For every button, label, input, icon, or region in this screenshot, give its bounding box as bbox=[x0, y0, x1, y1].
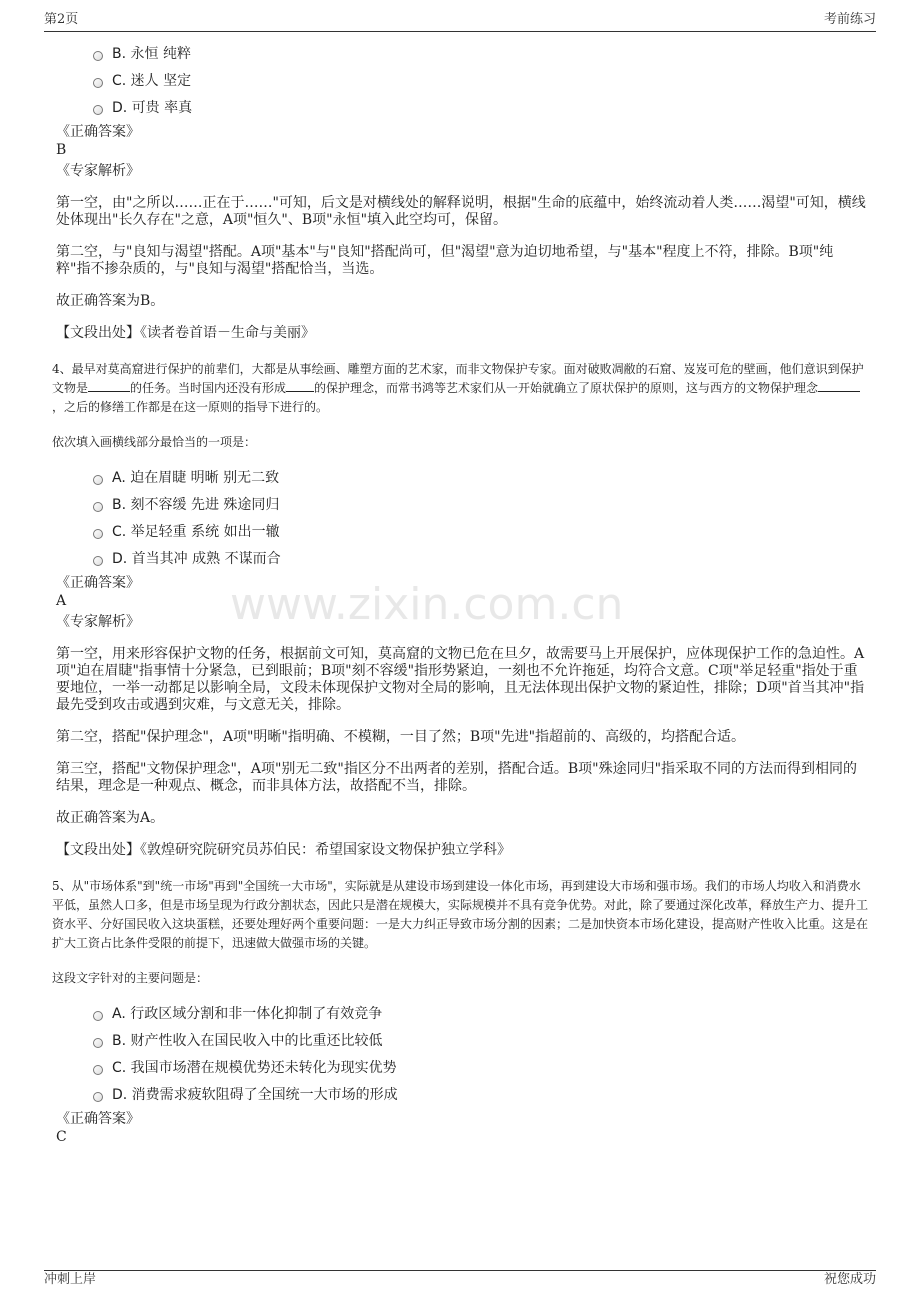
footer-right: 祝您成功 bbox=[823, 1272, 876, 1287]
radio-icon[interactable] bbox=[93, 78, 103, 88]
option-d[interactable] bbox=[93, 1081, 920, 1108]
radio-icon[interactable] bbox=[93, 1038, 103, 1048]
watermark: www.zixin.com.cn bbox=[230, 579, 624, 630]
answer-value: B bbox=[56, 142, 67, 158]
radio-icon[interactable] bbox=[93, 1092, 103, 1102]
radio-icon[interactable] bbox=[93, 556, 103, 566]
question-stem: 4、最早对莫高窟进行保护的前辈们，大都是从事绘画、雕塑方面的艺术家，而非文物保护专家。面对破败凋敝的石窟、岌岌可危的壁画，他们意识到保护文物是 的任务。当时国内还没有形成 的保护理念，而常书鸿等艺术家们从一开始就确立了原状保护的原则，这与西方的文物保护理念，之后的修缮工作都是在这一原则的指导下进行的。 bbox=[52, 362, 864, 414]
option-c[interactable] bbox=[93, 1054, 920, 1081]
option-b[interactable] bbox=[93, 1027, 920, 1054]
footer-divider bbox=[44, 1270, 876, 1271]
option-label: D. 可贵 率真 bbox=[112, 99, 193, 116]
option-label: B. 财产性收入在国民收入中的比重还比较低 bbox=[112, 1032, 383, 1049]
option-c[interactable] bbox=[93, 67, 920, 94]
analysis-paragraph: 第一空，用来形容保护文物的任务，根据前文可知，莫高窟的文物已危在旦夕，故需要马上开展保护，应体现保护工作的急迫性。A项"迫在眉睫"指事情十分紧急，已到眼前；B项"刻不容缓"指形势紧迫，一刻也不允许拖延，均符合文意。C项"举足轻重"指处于重要地位，一举一动都足以影响全局，文段未体现保护文物对全局的影响，且无法体现出保护文物的紧迫性，排除；D项"首当其冲"指最先受到攻击或遇到灾难，与文意无关，排除。 bbox=[56, 646, 865, 713]
answer-label: 《正确答案》 bbox=[56, 124, 140, 140]
option-label: C. 举足轻重 系统 如出一辙 bbox=[112, 523, 280, 540]
answer-label: 《正确答案》 bbox=[56, 575, 140, 591]
analysis-paragraph: 第一空，由"之所以……正在于……"可知，后文是对横线处的解释说明，根据"生命的底蕴中，始终流动着人类……渴望"可知，横线处体现出"长久存在"之意，A项"恒久"、B项"永恒"填入此空均可，保留。 bbox=[56, 195, 866, 228]
analysis-label: 《专家解析》 bbox=[56, 614, 140, 630]
option-d[interactable] bbox=[93, 545, 920, 572]
header-divider bbox=[44, 31, 876, 32]
radio-icon[interactable] bbox=[93, 475, 103, 485]
source-citation: 【文段出处】《敦煌研究院研究员苏伯民：希望国家设文物保护独立学科》 bbox=[56, 842, 511, 858]
question-prompt: 依次填入画横线部分最恰当的一项是： bbox=[52, 435, 257, 449]
answer-value: A bbox=[56, 593, 67, 609]
footer-left: 冲刺上岸 bbox=[44, 1272, 97, 1287]
radio-icon[interactable] bbox=[93, 1011, 103, 1021]
radio-icon[interactable] bbox=[93, 51, 103, 61]
analysis-label: 《专家解析》 bbox=[56, 163, 140, 179]
option-label: B. 刻不容缓 先进 殊途同归 bbox=[112, 496, 280, 513]
header-title: 考前练习 bbox=[823, 12, 876, 27]
radio-icon[interactable] bbox=[93, 502, 103, 512]
analysis-paragraph: 第二空，搭配"保护理念"，A项"明晰"指明确、不模糊，一目了然；B项"先进"指超前的、高级的，均搭配合适。 bbox=[56, 729, 746, 745]
option-label: D. 消费需求疲软阻碍了全国统一大市场的形成 bbox=[112, 1086, 398, 1103]
question-prompt: 这段文字针对的主要问题是： bbox=[52, 971, 209, 985]
option-a[interactable] bbox=[93, 1000, 920, 1027]
answer-value: C bbox=[56, 1129, 67, 1145]
option-label: C. 我国市场潜在规模优势还未转化为现实优势 bbox=[112, 1059, 397, 1076]
option-a[interactable] bbox=[93, 464, 920, 491]
option-label: C. 迷人 坚定 bbox=[112, 72, 192, 89]
source-citation: 【文段出处】《读者卷首语－生命与美丽》 bbox=[56, 325, 315, 341]
analysis-conclusion: 故正确答案为B。 bbox=[56, 293, 165, 309]
analysis-paragraph: 第三空，搭配"文物保护理念"，A项"别无二致"指区分不出两者的差别，搭配合适。B项"殊途同归"指采取不同的方法而得到相同的结果，理念是一种观点、概念，而非具体方法，故搭配不当，排除。 bbox=[56, 761, 858, 794]
answer-block bbox=[0, 574, 920, 631]
radio-icon[interactable] bbox=[93, 105, 103, 115]
answer-label: 《正确答案》 bbox=[56, 1111, 140, 1127]
option-label: D. 首当其冲 成熟 不谋而合 bbox=[112, 550, 281, 567]
analysis-conclusion: 故正确答案为A。 bbox=[56, 810, 165, 826]
option-c[interactable] bbox=[93, 518, 920, 545]
option-label: B. 永恒 纯粹 bbox=[112, 45, 191, 62]
radio-icon[interactable] bbox=[93, 1065, 103, 1075]
radio-icon[interactable] bbox=[93, 529, 103, 539]
option-label: A. 行政区域分割和非一体化抑制了有效竞争 bbox=[112, 1005, 383, 1022]
option-b[interactable] bbox=[93, 40, 920, 67]
analysis-paragraph: 第二空，与"良知与渴望"搭配。A项"基本"与"良知"搭配尚可，但"渴望"意为迫切地希望，与"基本"程度上不符，排除。B项"纯粹"指不掺杂质的，与"良知与渴望"搭配恰当，当选。 bbox=[56, 244, 834, 277]
question-stem: 5、从"市场体系"到"统一市场"再到"全国统一大市场"，实际就是从建设市场到建设一体化市场，再到建设大市场和强市场。我们的市场人均收入和消费水平低，虽然人口多，但是市场呈现为行政分割状态，因此只是潜在规模大，实际规模并不具有竞争优势。对此，除了要通过深化改革，释放生产力、提升工资水平、分好国民收入这块蛋糕，还要处理好两个重要问题：一是大力纠正导致市场分割的因素；二是加快资本市场化建设，提高财产性收入比重。这是在扩大工资占比条件受限的前提下，迅速做大做强市场的关键。 bbox=[52, 879, 869, 950]
option-label: A. 迫在眉睫 明晰 别无二致 bbox=[112, 469, 280, 486]
option-b[interactable] bbox=[93, 491, 920, 518]
page-number: 第2页 bbox=[44, 12, 79, 27]
option-d[interactable] bbox=[93, 94, 920, 121]
